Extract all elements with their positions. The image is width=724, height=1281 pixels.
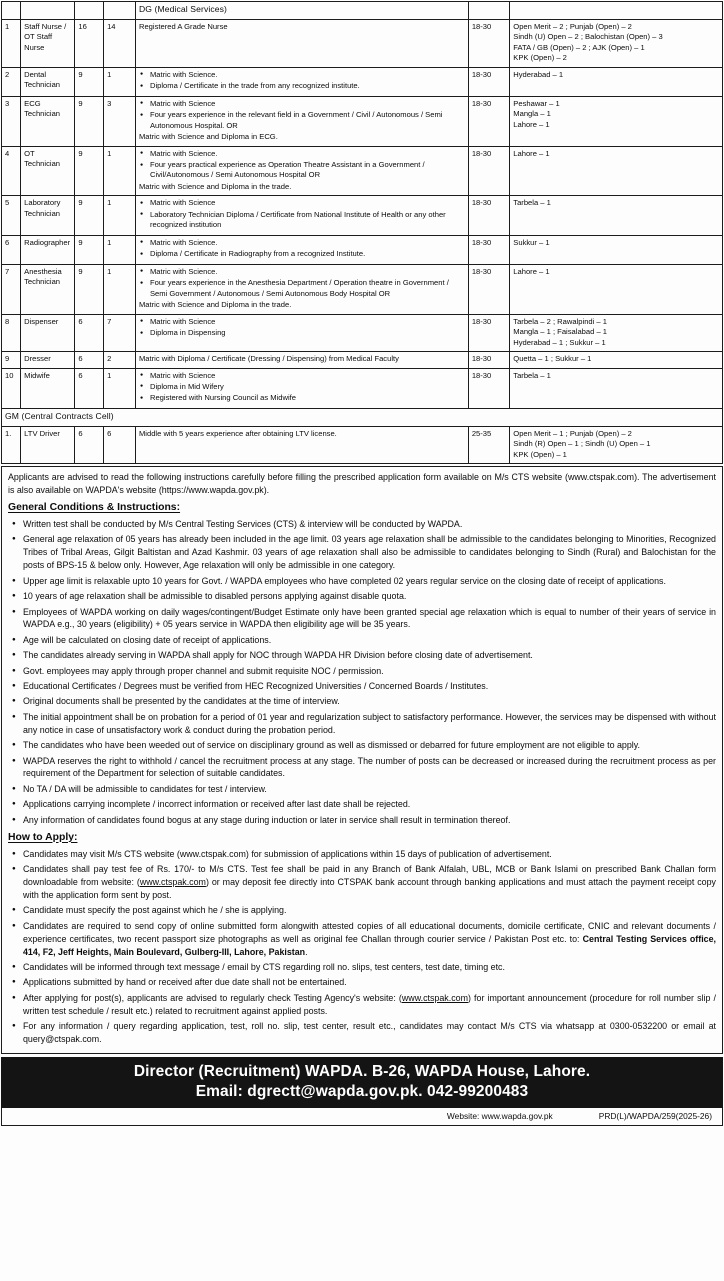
cell-bps: 9 [75,146,104,196]
cell-serial: 1. [2,426,21,463]
body-text: Candidates will be informed through text message / email by CTS regarding roll no. slips, test centers, test date, timing etc. [23,961,505,972]
cell-serial: 9 [2,352,21,368]
quota-line: Tarbela – 1 [513,198,551,208]
table-row [2,264,723,314]
cell-age-limit: 25-35 [468,426,509,463]
qualification-item: ● Four years practical experience as Operation Theatre Assistant in a Government / Civil/Autonomous / Semi Autonomous Hospital OR [150,160,465,182]
qualification-list [139,70,465,93]
group-header-label-dg: DG (Medical Services) [135,2,468,20]
cell-no-of-posts: 2 [104,352,136,368]
cell-post-name: Midwife [21,368,75,408]
cell-qualification [135,19,468,67]
general-condition-item: ● Educational Certificates / Degrees must be verified from HEC Recognized Universities / Concerned Boards / Institutes. [23,680,716,693]
cell-no-of-posts: 7 [104,314,136,351]
cell-post-name: Laboratory Technician [21,196,75,235]
table-row [2,426,723,463]
qualification-item: ● Matric with Science [150,371,465,382]
cell-age-limit: 18-30 [468,67,509,96]
body-text: Candidate must specify the post against which he / she is applying. [23,905,287,916]
cell-post-name: Dispenser [21,314,75,351]
qualification-item: ● Diploma in Mid Wifery [150,382,465,393]
general-conditions-heading: General Conditions & Instructions: [8,502,181,513]
qualification-item: ● Matric with Science. [150,149,465,160]
qualification-item: ● Matric with Science [150,317,465,328]
cell-quota [510,67,723,96]
general-condition-item: ● Original documents shall be presented by the candidates at the time of interview. [23,695,716,708]
cell-no-of-posts: 1 [104,146,136,196]
cell-quota [510,96,723,146]
general-condition-item: ● General age relaxation of 05 years has already been included in the age limit. 03 years age relaxation shall be admissible to the candidates belonging to Minorities, Recognized Tribes of Tribal Areas, Gilgit Baltistan and Azad Kashmir. 03 years of age relaxation shall also be admissible to candidates belonging to Sindh (Rural) and Balochistan for the posts of BPS-15 & below only. However, Age relaxation will only be admissible in one category. [23,533,716,572]
quota-line: Hyderabad – 1 [513,69,564,79]
qualification-list [139,99,465,132]
quota-line: Sukkur – 1 [513,237,550,247]
advertisement-page [0,1,724,1281]
table-row [2,196,723,235]
qualification-item: ● Matric with Science. [150,238,465,249]
cell-qualification [135,146,468,196]
cell-no-of-posts: 14 [104,19,136,67]
quota-line: FATA / GB (Open) – 2 ; AJK (Open) – 1 [513,42,645,52]
cell-quota [510,368,723,408]
cell-quota [510,19,723,67]
how-to-apply-item [23,992,716,1018]
body-text: ) for important announcement (procedure for roll number slip / written test schedule / result etc.) related to recruitment against applied posts. [23,992,716,1016]
qualification-list [139,267,465,300]
cell-age-limit: 18-30 [468,264,509,314]
quota-line: KPK (Open) – 1 [513,449,567,459]
general-condition-item: ● Age will be calculated on closing date of receipt of applications. [23,634,716,647]
general-condition-item: ● The candidates already serving in WAPDA shall apply for NOC through WAPDA HR Division before closing date of advertisement. [23,649,716,662]
cell-post-name: Staff Nurse / OT Staff Nurse [21,19,75,67]
cell-quota [510,196,723,235]
quota-line: Lahore – 1 [513,148,550,158]
cell-no-of-posts: 1 [104,235,136,264]
general-condition-item: ● No TA / DA will be admissible to candidates for test / interview. [23,783,716,796]
group-pad-cell [104,2,136,20]
table-row [2,314,723,351]
qualification-item: ● Four years experience in the Anesthesia Department / Operation theatre in Government / Semi Government / Autonomous / Semi Autonomous Body Hospital OR [150,278,465,300]
general-condition-item: ● Written test shall be conducted by M/s Central Testing Services (CTS) & interview will be conducted by WAPDA. [23,518,716,531]
cell-serial: 2 [2,67,21,96]
cell-quota [510,146,723,196]
cell-quota [510,235,723,264]
cell-serial: 1 [2,19,21,67]
how-to-apply-list [8,848,716,1046]
table-row [2,146,723,196]
cell-age-limit: 18-30 [468,96,509,146]
qualification-list [139,198,465,231]
cell-qualification [135,426,468,463]
general-condition-item: ● The initial appointment shall be on probation for a period of 01 year and regularization subject to satisfactory performance. However, the services may be dispensed with without any notice in case of unsatisfactory work & conduct during the probation period. [23,711,716,737]
footer-line-2: Email: dgrectt@wapda.gov.pk. 042-99200483 [195,1083,529,1101]
general-condition-item: ● Employees of WAPDA working on daily wages/contingent/Budget Estimate only have been granted special age relaxation which is equal to number of their years of service in WAPDA e.g., 30 years (eligibility) + 05 years service in WAPDA then eligibility age will be 35 years. [23,606,716,632]
footer-website: Website: www.wapda.gov.pk [446,1111,553,1122]
qualification-item: ● Four years experience in the relevant field in a Government / Civil / Autonomous / Semi Autonomous Hospital. OR [150,110,465,132]
cell-no-of-posts: 1 [104,196,136,235]
cell-bps: 9 [75,196,104,235]
table-row [2,368,723,408]
quota-line: Peshawar – 1 [513,98,560,108]
footer-meta-bar [1,1108,723,1126]
cell-qualification [135,352,468,368]
quota-line: Lahore – 1 [513,119,550,129]
cell-quota [510,352,723,368]
cell-post-name: LTV Driver [21,426,75,463]
group-pad-cell [510,2,723,20]
how-to-apply-heading: How to Apply: [8,831,78,843]
qualification-list [139,149,465,182]
quota-line: Mangla – 1 ; Faisalabad – 1 [513,327,607,337]
general-condition-item: ● Applications carrying incomplete / incorrect information or received after last date shall be rejected. [23,798,716,811]
qualification-text: Matric with Diploma / Certificate (Dressing / Dispensing) from Medical Faculty [138,354,399,364]
cell-serial: 10 [2,368,21,408]
posts-table [1,1,723,464]
cell-bps: 6 [75,426,104,463]
qualification-tail: Matric with Science and Diploma in ECG. [138,132,278,142]
group-pad-cell [468,2,509,20]
qualification-item: ● Matric with Science [150,99,465,110]
cell-bps: 9 [75,264,104,314]
link-text[interactable]: www.ctspak.com [401,992,468,1003]
footer-contact-banner [1,1057,723,1108]
cell-no-of-posts: 1 [104,264,136,314]
body-text: Applications submitted by hand or received after due date shall not be entertained. [23,977,347,988]
group-header-row-gm [2,408,723,426]
cell-age-limit: 18-30 [468,235,509,264]
group-pad-cell [21,2,75,20]
quota-line: Sindh (R) Open – 1 ; Sindh (U) Open – 1 [513,439,651,449]
cell-age-limit: 18-30 [468,196,509,235]
cell-age-limit: 18-30 [468,19,509,67]
qualification-text: Middle with 5 years experience after obtaining LTV license. [138,428,337,438]
cell-serial: 7 [2,264,21,314]
cell-age-limit: 18-30 [468,368,509,408]
cell-qualification [135,314,468,351]
cell-serial: 6 [2,235,21,264]
qualification-item: ● Diploma / Certificate in the trade from any recognized institute. [150,81,465,92]
qualification-tail: Matric with Science and Diploma in the trade. [138,300,292,310]
qualification-item: ● Laboratory Technician Diploma / Certificate from National Institute of Health or any other recognized institution [150,210,465,232]
body-text: Candidates are required to send copy of online submitted form alongwith attested copies of all educational documents, domicile certificate, CNIC and relevant documents / experience certificates, two recent passport size photographs as well as original fee Challan through courier service / Pakistan Post etc. to: [23,920,716,944]
group-header-row-dg [2,2,723,20]
table-row [2,96,723,146]
body-text: For any information / query regarding application, test, roll no. slip, test center, result etc., candidates may contact M/s CTS via whatsapp at 0300-0532200 or email at query@ctspak.com. [23,1021,716,1044]
how-to-apply-item [23,1020,716,1046]
quota-line: Open Merit – 1 ; Punjab (Open) – 2 [513,428,632,438]
cell-quota [510,264,723,314]
cell-post-name: Radiographer [21,235,75,264]
emphasis-address: Central Testing Services office, 414, F2, Jeff Heights, Main Boulevard, Gulberg-III, Lahore, Pakistan [23,933,716,957]
cell-bps: 6 [75,368,104,408]
quota-line: Open Merit – 2 ; Punjab (Open) – 2 [513,21,632,31]
table-row [2,67,723,96]
cell-age-limit: 18-30 [468,314,509,351]
group-pad-cell [2,2,21,20]
cell-post-name: Anesthesia Technician [21,264,75,314]
quota-line: Lahore – 1 [513,266,550,276]
general-condition-item: ● Upper age limit is relaxable upto 10 years for Govt. / WAPDA employees who have completed 02 years regular service on the closing date of receipt of applications. [23,575,716,588]
cell-age-limit: 18-30 [468,146,509,196]
qualification-list [139,238,465,261]
cell-bps: 6 [75,314,104,351]
cell-no-of-posts: 1 [104,368,136,408]
cell-post-name: OT Technician [21,146,75,196]
link-text[interactable]: www.ctspak.com [139,877,206,887]
general-condition-item: ● 10 years of age relaxation shall be admissible to disabled persons applying against disable quota. [23,590,716,603]
qualification-list [139,317,465,340]
quota-line: KPK (Open) – 2 [513,53,567,63]
group-header-label-gm: GM (Central Contracts Cell) [2,408,723,426]
cell-qualification [135,96,468,146]
how-to-apply-item [23,976,716,989]
general-condition-item: ● Govt. employees may apply through proper channel and submit requisite NOC / permission. [23,665,716,678]
table-row [2,235,723,264]
cell-age-limit: 18-30 [468,352,509,368]
intro-paragraph: Applicants are advised to read the following instructions carefully before filling the prescribed application form available on M/s CTS website (www.ctspak.com). The advertisement is also available on WAPDA's website (https://www.wapda.gov.pk). [8,472,716,496]
how-to-apply-item [23,920,716,959]
body-text: Candidates may visit M/s CTS website (www.ctspak.com) for submission of applications within 15 days of publication of advertisement. [23,848,552,859]
cell-no-of-posts: 3 [104,96,136,146]
cell-serial: 5 [2,196,21,235]
cell-bps: 9 [75,67,104,96]
table-row [2,352,723,368]
qualification-item: ● Registered with Nursing Council as Midwife [150,393,465,404]
general-condition-item: ● The candidates who have been weeded out of service on disciplinary ground as well as dismissed or debarred for future employment are not eligible to apply. [23,739,716,752]
cell-post-name: Dental Technician [21,67,75,96]
cell-no-of-posts: 1 [104,67,136,96]
group-pad-cell [75,2,104,20]
cell-qualification [135,368,468,408]
qualification-tail: Matric with Science and Diploma in the trade. [138,181,292,191]
qualification-list [139,371,465,405]
cell-qualification [135,264,468,314]
general-condition-item: ● WAPDA reserves the right to withhold / cancel the recruitment process at any stage. The number of posts can be decreased or increased during the recruitment process as per requirement of the Department for selection of suitable candidates. [23,755,716,781]
table-row [2,19,723,67]
qualification-item: ● Matric with Science [150,198,465,209]
cell-serial: 8 [2,314,21,351]
cell-no-of-posts: 6 [104,426,136,463]
cell-bps: 6 [75,352,104,368]
cell-quota [510,314,723,351]
cell-bps: 9 [75,235,104,264]
body-text: ) or may deposit fee directly into CTSPAK bank account through banking applications and must attach the payment receipt copy with the application form sent by post. [23,877,716,900]
general-conditions-list [8,518,716,827]
cell-serial: 3 [2,96,21,146]
cell-qualification [135,235,468,264]
quota-line: Mangla – 1 [513,109,551,119]
footer-prd-code: PRD(L)/WAPDA/259(2025-26) [598,1111,712,1122]
body-text: . [305,946,308,957]
how-to-apply-item [23,904,716,917]
quota-line: Tarbela – 2 ; Rawalpindi – 1 [513,316,607,326]
qualification-item: ● Diploma / Certificate in Radiography from a recognized Institute. [150,249,465,260]
qualification-item: ● Matric with Science. [150,267,465,278]
quota-line: Tarbela – 1 [513,370,551,380]
cell-bps: 16 [75,19,104,67]
general-condition-item: ● Any information of candidates found bogus at any stage during induction or later in service shall result in termination thereof. [23,814,716,827]
cell-qualification [135,196,468,235]
quota-line: Sindh (U) Open – 2 ; Balochistan (Open) – 3 [513,32,663,42]
footer-line-1: Director (Recruitment) WAPDA. B-26, WAPDA House, Lahore. [133,1063,591,1081]
how-to-apply-item [23,961,716,974]
cell-post-name: Dresser [21,352,75,368]
how-to-apply-item [23,863,716,902]
qualification-item: ● Diploma in Dispensing [150,328,465,339]
qualification-item: ● Matric with Science. [150,70,465,81]
quota-line: Hyderabad – 1 ; Sukkur – 1 [513,337,606,347]
body-text: After applying for post(s), applicants are advised to regularly check Testing Agency's website: ( [23,992,402,1003]
table-body-group2 [2,408,723,463]
how-to-apply-item [23,848,716,861]
cell-qualification [135,67,468,96]
cell-serial: 4 [2,146,21,196]
cell-quota [510,426,723,463]
body-text: Candidates shall pay test fee of Rs. 170/- to M/s CTS. Test fee shall be paid in any Branch of Bank Alfalah, UBL, MCB or Bank Islami on prescribed Bank Challan form downloadable from website: ( [23,864,716,887]
table-body-group1 [2,2,723,409]
cell-post-name: ECG Technician [21,96,75,146]
cell-bps: 9 [75,96,104,146]
quota-line: Quetta – 1 ; Sukkur – 1 [513,354,592,364]
instructions-box [1,466,723,1054]
qualification-text: Registered A Grade Nurse [138,21,228,31]
